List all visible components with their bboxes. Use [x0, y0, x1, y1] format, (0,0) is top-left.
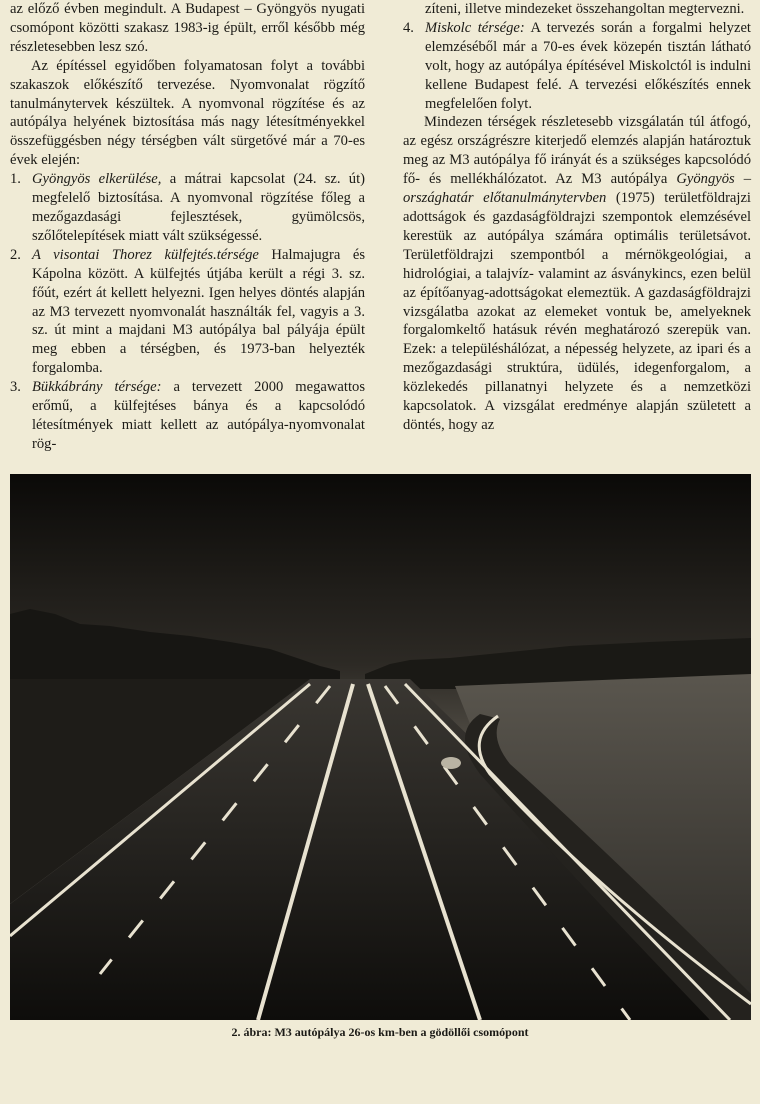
list-item-title: Bükkábrány térsége: — [32, 379, 162, 396]
left-text-column — [10, 0, 365, 454]
list-item-body: a tervezett 2000 megawattos erőmű, a külfejtéses bánya és a kapcsolódó létesítmények miatt kellett az autópálya-nyomvonalat rög- — [32, 379, 365, 452]
list-item-body: Halmajugra és Kápolna között. A külfejtés útjába került a régi 3. sz. főút, ezért át kellett helyezni. Igen helyes döntés alapján az M3 tervezett nyomvonalát használták fel, vagyis a 3. sz. út mint a majdani M3 autópálya bal pályája épült meg ebben a térségben, és 1973-ban helyezték forgalomba. — [32, 246, 365, 377]
list-item-title: Miskolc térsége: — [425, 19, 525, 36]
paragraph: az előző évben megindult. A Budapest – Gyöngyös nyugati csomópont közötti szakasz 1983-ig épült, erről később még részletesebben lesz szó. — [10, 1, 365, 55]
list-item-title: A visontai Thorez külfejtés.térsége — [32, 246, 259, 263]
list-item — [403, 19, 751, 114]
list-item-continuation: zíteni, illetve mindezeket összehangoltan megtervezni. — [425, 1, 745, 17]
paragraph — [403, 113, 751, 434]
list-item-text — [32, 378, 365, 454]
list-item-body: a mátrai kapcsolat (24. sz. út) megfelelő biztosítása. A nyomvonal rögzítése főleg a mezőgazdasági fejlesztések, gyümölcsös, szőlőtelepítések miatt vált szükségessé. — [32, 171, 366, 244]
list-item — [10, 170, 365, 246]
list-number: 3. — [10, 379, 21, 396]
list-item-title: Gyöngyös elkerülése, — [32, 171, 162, 188]
list-item — [10, 246, 365, 378]
car — [441, 757, 461, 769]
paragraph-text: (1975) területföldrajzi adottságok és gazdaságföldrajzi szempontok elemzésével kerestük az autópálya számára optimális területsávot. Területföldrajzi szempontból a mérnökgeológiai, a hidrológiai, a talajvíz- valamint az ásványkincs, ezen belül az építőanyag-adottságokat elemeztük. A gazdaságföldrajzi vizsgálatba azokat az elemeket vontuk be, amelyeknek forgalomkeltő hatásuk révén meghatározó szerepük van. Ezek: a településhálózat, a népesség helyzete, az ipari és a mezőgazdasági struktúra, üdülés, idegenforgalom, a közlekedés pillanatnyi helyzete és a nemzetközi kapcsolatok. A vizsgálat eredménye alapján született a döntés, hogy az — [403, 190, 751, 433]
list-number: 4. — [403, 19, 414, 36]
right-text-column — [403, 0, 751, 435]
paragraph-text: Mindezen térségek részletesebb vizsgálatán túl átfogó, az egész országrészre kiterjedő elemzés alapján határoztuk meg az M3 autópálya fő irányát és a szükséges kapcsolódó fő- és mellékhálózatot. Az M3 autópálya — [403, 114, 751, 188]
list-number: 1. — [10, 171, 21, 188]
figure-caption: 2. ábra: M3 autópálya 26-os km-ben a gödöllői csomópont — [231, 1025, 529, 1039]
list-item-text — [32, 246, 365, 378]
paragraph-italic-text: Gyöngyös – országhatár előtanulmánytervben — [403, 171, 752, 207]
highway-photo — [10, 474, 751, 1020]
paragraph: Az építéssel egyidőben folyamatosan folyt a további szakaszok előkészítő tervezése. Nyomvonalat rögzítő tanulmánytervek készültek. A nyomvonal rögzítése és az autópálya helyének biztosítása más nagy létesítményekkel összefüggésben négy térségben vált sürgetővé már a 70-es évek elején: — [10, 57, 365, 169]
list-item-text — [32, 170, 365, 246]
list-number: 2. — [10, 246, 21, 263]
list-item-text — [425, 19, 751, 114]
list-item-body: A tervezés során a forgalmi helyzet elemzéséből már a 70-es évek közepén tisztán látható volt, hogy az autópálya építésével Miskolctól is indulni kellene Budapest felé. A tervezési előkészítés ennek megfelelően folyt. — [425, 19, 751, 112]
list-item — [10, 378, 365, 454]
